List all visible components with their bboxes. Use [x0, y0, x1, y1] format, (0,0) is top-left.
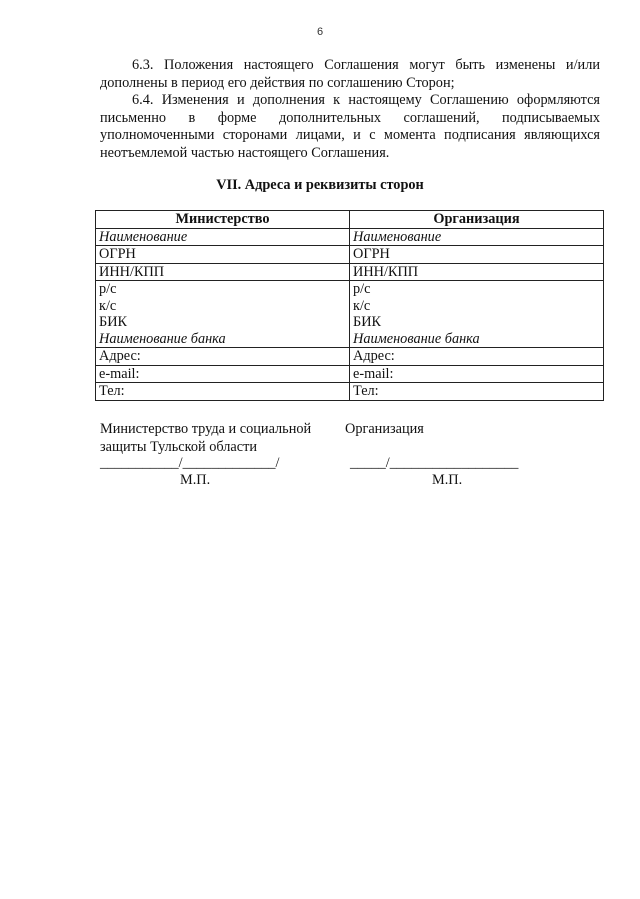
table-row	[96, 348, 604, 366]
org-ks: к/с	[353, 297, 371, 314]
cell-org-email: e-mail:	[350, 365, 604, 383]
signature-line-org: _____/__________________	[350, 455, 519, 471]
signature-line-ministry: ___________/_____________/	[100, 455, 280, 471]
stamp-place-ministry: М.П.	[180, 472, 211, 488]
table-row	[96, 263, 604, 281]
signature-ministry-name: Министерство труда и социальной защиты Тульской области	[100, 421, 312, 455]
cell-ministry-ogrn: ОГРН	[96, 246, 350, 264]
table-row	[96, 365, 604, 383]
cell-ministry-email: e-mail:	[96, 365, 350, 383]
table-row	[96, 383, 604, 401]
cell-org-phone: Тел:	[350, 383, 604, 401]
cell-org-name: Наименование	[350, 228, 604, 246]
header-ministry: Министерство	[96, 211, 350, 229]
ministry-bik: БИК	[99, 314, 128, 330]
page-number: 6	[316, 26, 324, 38]
org-bank-name: Наименование банка	[353, 330, 480, 347]
requisites-table	[95, 210, 604, 401]
table-row	[96, 228, 604, 246]
ministry-bank-name: Наименование банка	[99, 330, 226, 347]
cell-ministry-bank	[96, 281, 350, 348]
table-header-row	[96, 211, 604, 229]
table-row	[96, 246, 604, 264]
cell-ministry-phone: Тел:	[96, 383, 350, 401]
ministry-ks: к/с	[99, 297, 117, 314]
ministry-rs: р/с	[99, 281, 117, 297]
org-bik: БИК	[353, 314, 382, 330]
table-row-bank	[96, 281, 604, 348]
header-organization: Организация	[350, 211, 604, 229]
stamp-place-org: М.П.	[432, 472, 463, 488]
paragraph-6-3: 6.3. Положения настоящего Соглашения могут быть изменены и/или дополнены в период его действия по соглашению Сторон;	[100, 57, 600, 91]
section-title: VII. Адреса и реквизиты сторон	[216, 177, 424, 193]
cell-org-inn: ИНН/КПП	[350, 263, 604, 281]
cell-ministry-inn: ИНН/КПП	[96, 263, 350, 281]
signature-org-name: Организация	[345, 421, 424, 437]
org-rs: р/с	[353, 281, 371, 297]
cell-ministry-address: Адрес:	[96, 348, 350, 366]
cell-org-bank	[350, 281, 604, 348]
cell-org-ogrn: ОГРН	[350, 246, 604, 264]
paragraph-6-4: 6.4. Изменения и дополнения к настоящему Соглашению оформляются письменно в форме дополнительных соглашений, подписываемых уполномоченными сторонами лицами, и с момента подписания являющихся неотъемлемой частью настоящего Соглашения.	[100, 92, 600, 161]
cell-ministry-name: Наименование	[96, 228, 350, 246]
cell-org-address: Адрес:	[350, 348, 604, 366]
